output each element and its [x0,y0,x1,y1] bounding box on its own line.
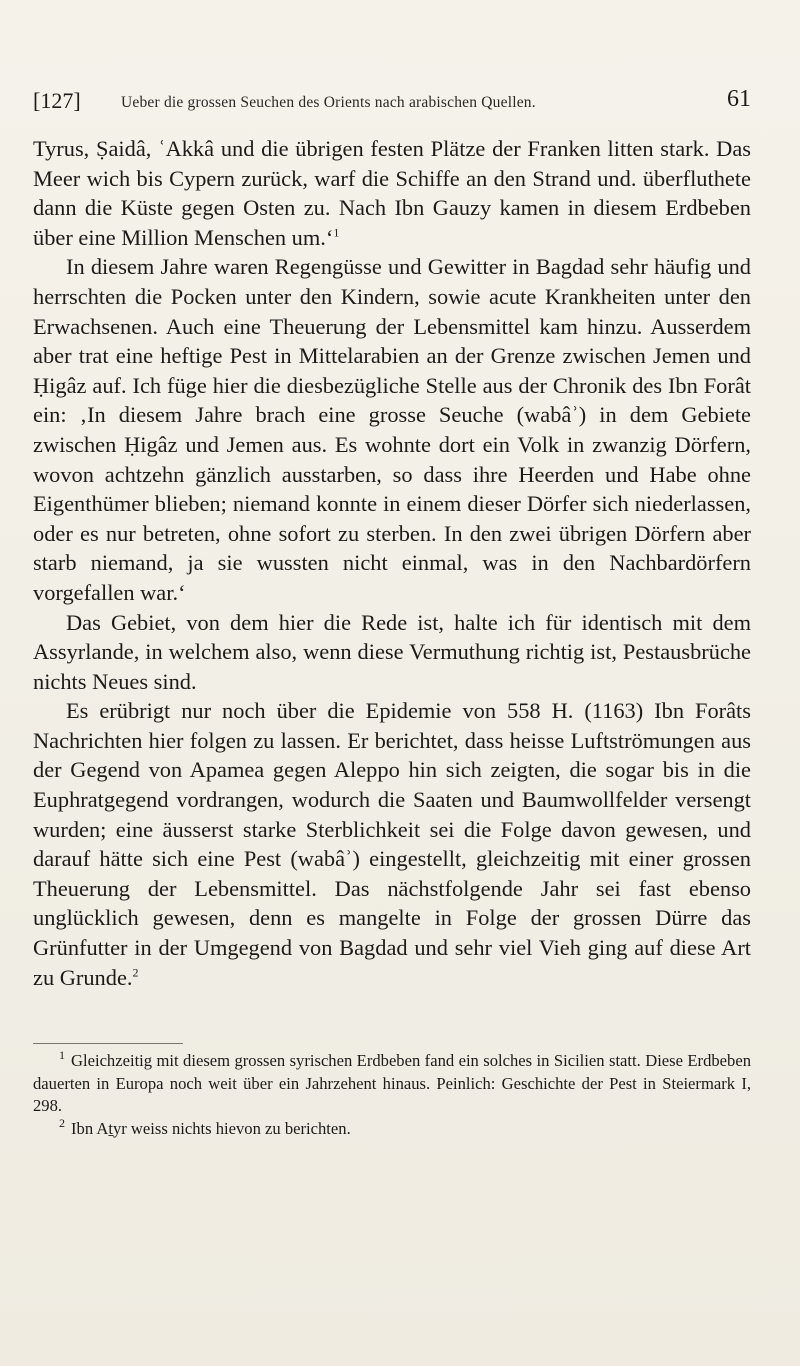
footnote-reference: 1 [333,225,340,240]
paragraph-text: Es erübrigt nur noch über die Epidemie von 558 H. (1163) Ibn Forâts Nachrichten hier folgen zu lassen. Er berichtet, dass heisse Luftströmungen aus der Gegend von Apamea gegen Aleppo hin sich zeigten, die sogar bis in die Euphratgegend vordrangen, wodurch die Saaten und Baumwollfelder versengt wurden; eine äusserst starke Sterblichkeit sei die Folge davon gewesen, und darauf hätte sich eine Pest (wabâʾ) eingestellt, gleichzeitig mit einer grossen Theuerung der Lebensmittel. Das nächstfolgende Jahr sei fast ebenso unglücklich gewesen, denn es mangelte in Folge der grossen Dürre das Grünfutter in der Umgegend von Bagdad und sehr viel Vieh ging auf diese Art zu Grunde. [33,698,751,990]
paragraph [33,252,751,607]
paragraph-text: In diesem Jahre waren Regengüsse und Gewitter in Bagdad sehr häufig und herrschten die Pocken unter den Kindern, sowie acute Krankheiten unter den Erwachsenen. Auch eine Theuerung der Lebensmittel kam hinzu. Ausserdem aber trat eine heftige Pest in Mittelarabien an der Grenze zwischen Jemen und Ḥigâz auf. Ich füge hier die diesbezügliche Stelle aus der Chronik des Ibn Forât ein: ‚In diesem Jahre brach eine grosse Seuche (wabâʾ) in dem Gebiete zwischen Ḥigâz und Jemen aus. Es wohnte dort ein Volk in zwanzig Dörfern, wovon achtzehn gänzlich ausstarben, so dass ihre Heerden und Habe ohne Eigenthümer blieben; niemand konnte in einem dieser Dörfer sich niederlassen, oder es nur betreten, ohne sofort zu sterben. In den zwei übrigen Dörfern aber starb niemand, ja sie wussten nicht einmal, was in den Nachbardörfern vorgefallen war.‘ [33,254,751,605]
page-header [33,86,751,120]
page-reference: [127] [33,88,81,113]
paragraph-text: Tyrus, Ṣaidâ, ʿAkkâ und die übrigen festen Plätze der Franken litten stark. Das Meer wich bis Cypern zurück, warf die Schiffe an den Strand und. überfluthete dann die Küste gegen Osten zu. Nach Ibn Gauzy kamen in diesem Erdbeben über eine Million Menschen um.‘ [33,136,751,250]
footnote-mark: 1 [59,1048,65,1063]
paragraph-text: Das Gebiet, von dem hier die Rede ist, halte ich für identisch mit dem Assyrlande, in welchem also, wenn diese Vermuthung richtig ist, Pestausbrüche nichts Neues sind. [33,609,751,694]
page-number: 61 [727,86,751,112]
paragraph [33,696,751,992]
paragraph [33,134,751,252]
footnote-text: Ibn Aṯyr weiss nichts hievon zu berichten. [71,1118,351,1138]
footnote [33,1115,751,1141]
footnotes [33,1050,751,1140]
footnote [33,1050,751,1118]
running-title: Ueber die grossen Seuchen des Orients nach arabischen Quellen. [121,94,536,111]
footnote-text: Gleichzeitig mit diesem grossen syrischen Erdbeben fand ein solches in Sicilien statt. Diese Erdbeben dauerten in Europa noch weit über ein Jahrzehent hinaus. Peinlich: Geschichte der Pest in Steiermark I, 298. [33,1051,751,1115]
main-text [33,134,751,992]
footnote-divider [33,1043,183,1044]
footnote-reference: 2 [132,965,139,980]
paragraph [33,608,751,697]
footnote-mark: 2 [59,1115,65,1130]
